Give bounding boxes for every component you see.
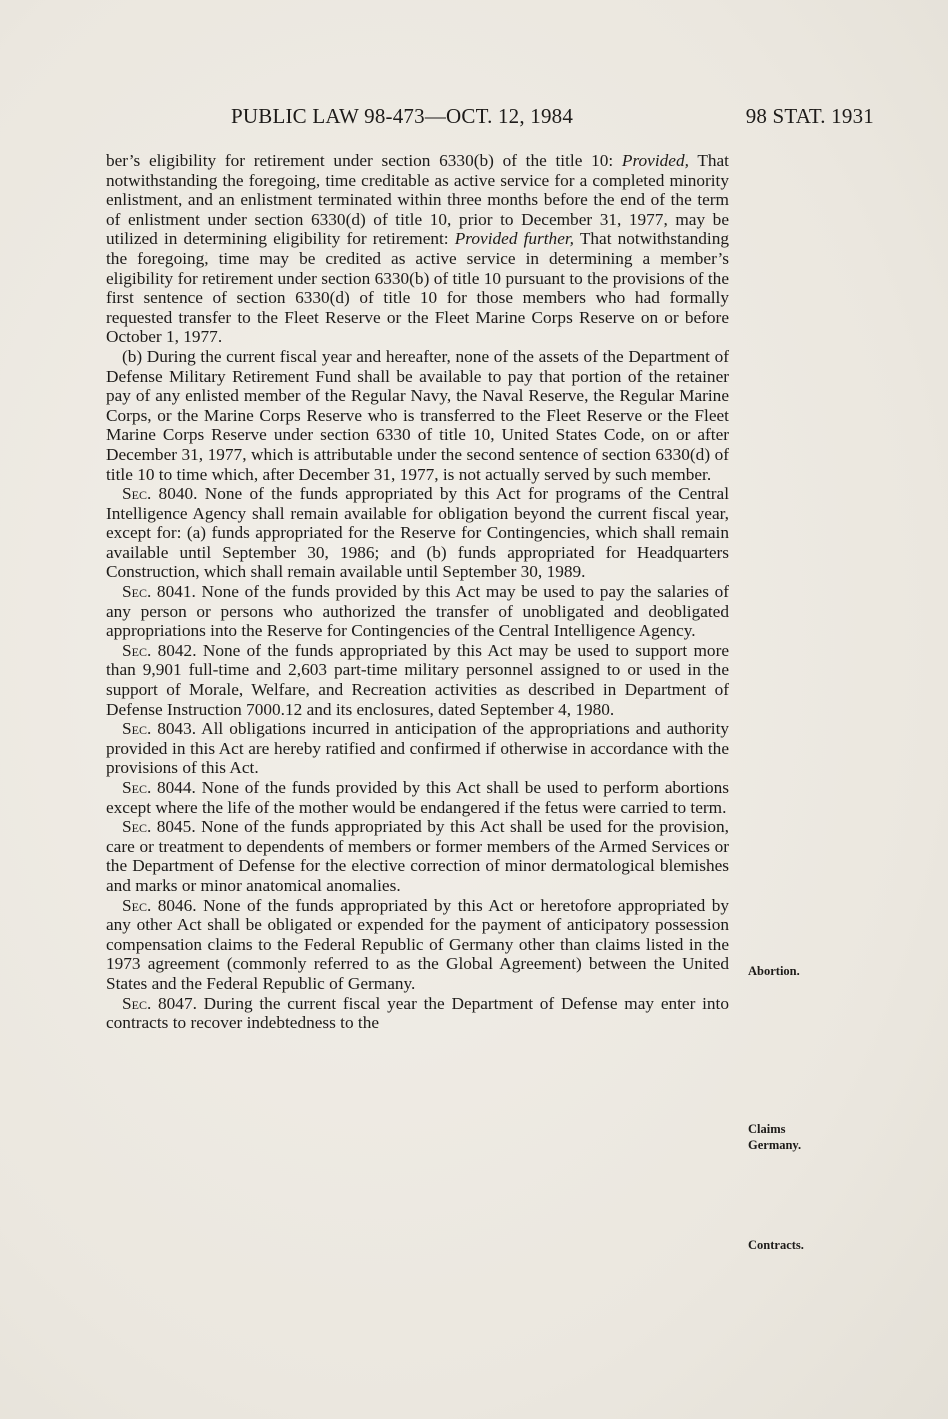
section-number: Sec. 8046. (122, 895, 197, 915)
section-8044 (106, 778, 729, 817)
section-text: None of the funds appropriated by this Act may be used to support more than 9,901 full-time and 2,603 part-time military personnel assigned to or used in the support of Morale, Welfare, and Recreation activities as described in Department of Defense Instruction 7000.12 and its enclosures, dated September 4, 1980. (106, 640, 730, 719)
paragraph-continuation (106, 151, 729, 347)
text-run: That notwithstanding the foregoing, time may be credited as active service in determining a member’s eligibility for retirement under section 6330(b) of title 10 pursuant to the provisions of the first sentence of section 6330(d) of title 10 for those members who had formally requested transfer to the Fleet Reserve or the Fleet Marine Corps Reserve on or before October 1, 1977. (106, 229, 729, 347)
section-text: During the current fiscal year the Department of Defense may enter into contracts to recover indebtedness to the (106, 993, 729, 1033)
section-number: Sec. 8042. (122, 640, 197, 660)
italic-proviso-further: Provided further, (454, 229, 574, 249)
margin-note-line: Germany. (748, 1138, 802, 1152)
paragraph-b: (b) During the current fiscal year and hereafter, none of the assets of the Department of Defense Military Retirement Fund shall be available to pay that portion of the retainer pay of any enlisted member of the Regular Navy, the Naval Reserve, the Regular Marine Corps, or the Marine Corps Reserve who is transferred to the Fleet Reserve or the Fleet Marine Corps Reserve under section 6330 of title 10, United States Code, on or after December 31, 1977, which is attributable under the second sentence of section 6330(d) of title 10 to time which, after December 31, 1977, is not actually served by such member. (106, 346, 729, 484)
margin-note-abortion: Abortion. (748, 964, 800, 978)
section-8040 (106, 484, 729, 582)
statute-page-number: 98 STAT. 1931 (745, 104, 874, 128)
section-text: None of the funds appropriated by this Act or heretofore appropriated by any other Act shall be obligated or expended for the payment of anticipatory possession compensation claims to the Federal Republic of Germany other than claims listed in the 1973 agreement (commonly referred to as the Global Agreement) between the United States and the Federal Republic of Germany. (106, 895, 729, 993)
section-8047 (106, 994, 729, 1033)
section-8042 (106, 641, 729, 719)
section-number: Sec. 8044. (122, 778, 196, 797)
section-text: None of the funds provided by this Act shall be used to perform abortions except where the life of the mother would be endangered if the fetus were carried to term. (106, 778, 730, 817)
section-8041 (106, 582, 729, 641)
section-text: All obligations incurred in anticipation of the appropriations and authority provided in this Act are hereby ratified and confirmed if otherwise in accordance with the provisions of this Act. (106, 719, 730, 778)
section-8045 (106, 817, 729, 895)
section-number: Sec. 8040. (122, 484, 198, 504)
text-run: ber’s eligibility for retirement under section 6330(b) of the title 10: (106, 151, 622, 170)
section-8046 (106, 896, 729, 994)
section-number: Sec. 8043. (122, 719, 197, 739)
text-run: That notwithstanding the foregoing, time creditable as active service for a completed minority enlistment, and an enlistment terminated within three months before the end of the term of enlistment under section 6330(d) of title 10, prior to December 31, 1977, may be utilized in determining eligibility for retirement: (106, 151, 729, 249)
margin-note-line: Claims (748, 1122, 786, 1136)
section-text: None of the funds appropriated by this Act for programs of the Central Intelligence Agency shall remain available for obligation beyond the current fiscal year, except for: (a) funds appropriated for the Reserve for Contingencies, which shall remain available until September 30, 1986; and (b) funds appropriated for Headquarters Construction, which shall remain available until September 30, 1989. (106, 484, 730, 582)
margin-note-claims-germany (748, 1121, 801, 1153)
section-text: None of the funds appropriated by this Act shall be used for the provision, care or treatment to dependents of members or former members of the Armed Services or the Department of Defense for the elective correction of minor dermatological blemishes and marks or minor anatomical anomalies. (106, 817, 729, 895)
section-text: None of the funds provided by this Act may be used to pay the salaries of any person or persons who authorized the transfer of unobligated and deobligated appropriations into the Reserve for Contingencies of the Central Intelligence Agency. (106, 582, 730, 641)
page-header (106, 100, 874, 136)
section-number: Sec. 8047. (122, 993, 197, 1013)
italic-proviso: Provided, (621, 151, 689, 170)
section-number: Sec. 8041. (122, 582, 196, 602)
section-8043 (106, 719, 729, 778)
margin-note-contracts: Contracts. (748, 1238, 804, 1252)
statute-body (106, 151, 729, 1033)
public-law-citation: PUBLIC LAW 98-473—OCT. 12, 1984 (231, 104, 574, 128)
section-number: Sec. 8045. (122, 817, 196, 837)
